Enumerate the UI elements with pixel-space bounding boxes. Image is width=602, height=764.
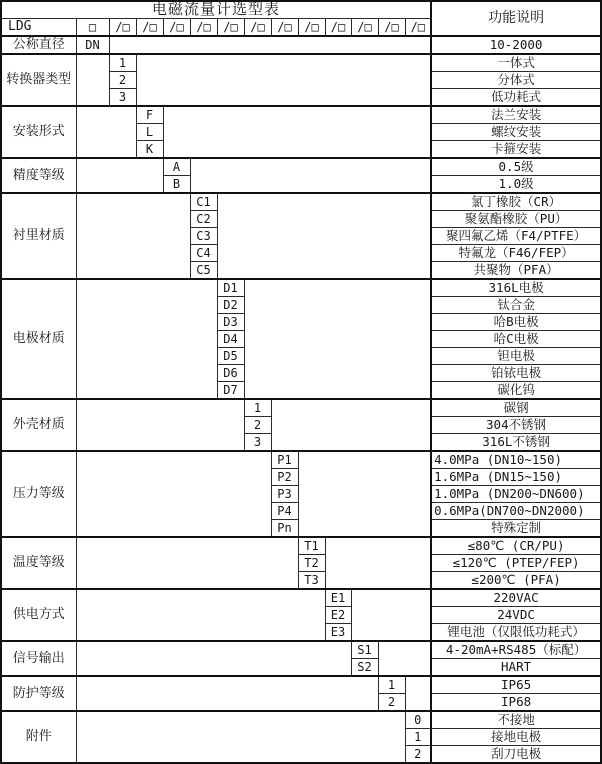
code-cell: 3 [244, 434, 271, 452]
code-cell: P3 [271, 486, 298, 503]
code-cell: K [136, 141, 163, 159]
code-cell: D3 [217, 314, 244, 331]
desc-cell: 316L电极 [431, 279, 601, 297]
model-box-3: /□ [163, 19, 190, 37]
code-cell: 2 [109, 72, 136, 89]
code-cell: C4 [190, 245, 217, 262]
desc-cell: 220VAC [431, 589, 601, 607]
desc-cell: 一体式 [431, 54, 601, 72]
desc-cell: 分体式 [431, 72, 601, 89]
desc-column-header: 功能说明 [431, 1, 601, 36]
desc-cell: 接地电极 [431, 729, 601, 746]
code-cell: F [136, 106, 163, 124]
model-box-9: /□ [325, 19, 351, 37]
code-cell: 0 [405, 711, 431, 729]
title-row [1, 1, 601, 19]
spacer-cell-right [325, 537, 431, 589]
desc-cell: 哈C电极 [431, 331, 601, 348]
code-cell: S1 [351, 641, 378, 659]
code-cell: P2 [271, 469, 298, 486]
spacer-cell-left [76, 641, 351, 676]
desc-cell: IP65 [431, 676, 601, 694]
spacer-cell-left [76, 537, 298, 589]
category-label: 信号输出 [1, 641, 76, 676]
code-cell: E2 [325, 607, 351, 624]
category-label: 温度等级 [1, 537, 76, 589]
spacer-cell-right [136, 54, 431, 106]
spacer-cell-right [217, 193, 431, 279]
code-cell: T2 [298, 555, 325, 572]
desc-cell: 铂铱电极 [431, 365, 601, 382]
desc-cell: 1.0MPa (DN200~DN600) [431, 486, 601, 503]
category-label: 安装形式 [1, 106, 76, 158]
desc-cell: 0.5级 [431, 158, 601, 176]
category-label: 防护等级 [1, 676, 76, 711]
code-cell: C2 [190, 211, 217, 228]
desc-cell: 24VDC [431, 607, 601, 624]
table-row [1, 641, 601, 659]
spacer-cell-left [76, 106, 136, 158]
table-row [1, 36, 601, 54]
table-row [1, 537, 601, 555]
code-cell: P1 [271, 451, 298, 469]
desc-cell: HART [431, 659, 601, 677]
code-cell: Pn [271, 520, 298, 538]
code-cell: A [163, 158, 190, 176]
spacer-cell-left [76, 589, 325, 641]
code-cell: 1 [378, 676, 405, 694]
desc-cell: 1.6MPa (DN15~150) [431, 469, 601, 486]
model-box-4: /□ [190, 19, 217, 37]
model-box-5: /□ [217, 19, 244, 37]
table-row [1, 106, 601, 124]
table-row [1, 676, 601, 694]
category-label: 压力等级 [1, 451, 76, 537]
code-cell: DN [76, 36, 109, 54]
code-cell: C5 [190, 262, 217, 280]
code-cell: D5 [217, 348, 244, 365]
desc-cell: 304不锈钢 [431, 417, 601, 434]
code-cell: 3 [109, 89, 136, 107]
desc-cell: 特氟龙（F46/FEP） [431, 245, 601, 262]
desc-cell: ≤120℃ (PTEP/FEP) [431, 555, 601, 572]
spacer-cell-left [76, 193, 190, 279]
code-cell: 1 [244, 399, 271, 417]
category-label: 外壳材质 [1, 399, 76, 451]
model-box-10: /□ [351, 19, 378, 37]
desc-cell: 10-2000 [431, 36, 601, 54]
model-prefix: LDG [1, 19, 76, 37]
code-cell: D6 [217, 365, 244, 382]
table-row [1, 589, 601, 607]
spacer-cell-right [351, 589, 431, 641]
table-row [1, 711, 601, 729]
spacer-cell-left [76, 279, 217, 399]
model-box-11: /□ [378, 19, 405, 37]
spacer-cell-right [378, 641, 431, 676]
spacer-cell-right [244, 279, 431, 399]
category-label: 供电方式 [1, 589, 76, 641]
desc-cell: ≤80℃ (CR/PU) [431, 537, 601, 555]
desc-cell: 不接地 [431, 711, 601, 729]
category-label: 公称直径 [1, 36, 76, 54]
spacer-cell-right [163, 106, 431, 158]
spacer-cell-left [76, 54, 109, 106]
spacer-cell-right [109, 36, 431, 54]
table-row [1, 54, 601, 72]
spacer-cell-right [298, 451, 431, 537]
desc-cell: 钽电极 [431, 348, 601, 365]
model-box-2: /□ [136, 19, 163, 37]
desc-cell: 锂电池（仅限低功耗式） [431, 624, 601, 642]
code-cell: C3 [190, 228, 217, 245]
desc-cell: 螺纹安装 [431, 124, 601, 141]
model-box-6: /□ [244, 19, 271, 37]
page-title: 电磁流量计选型表 [1, 1, 431, 19]
code-cell: S2 [351, 659, 378, 677]
code-cell: D7 [217, 382, 244, 400]
code-cell: D1 [217, 279, 244, 297]
desc-cell: 钛合金 [431, 297, 601, 314]
spacer-cell-left [76, 711, 405, 763]
category-label: 精度等级 [1, 158, 76, 193]
desc-cell: 法兰安装 [431, 106, 601, 124]
code-cell: E3 [325, 624, 351, 642]
desc-cell: 刮刀电极 [431, 746, 601, 764]
code-cell: 1 [405, 729, 431, 746]
desc-cell: 4.0MPa (DN10~150) [431, 451, 601, 469]
category-label: 转换器类型 [1, 54, 76, 106]
code-cell: D4 [217, 331, 244, 348]
code-cell: T1 [298, 537, 325, 555]
desc-cell: 1.0级 [431, 176, 601, 194]
desc-cell: 特殊定制 [431, 520, 601, 538]
code-cell: 1 [109, 54, 136, 72]
table-row [1, 279, 601, 297]
code-cell: E1 [325, 589, 351, 607]
desc-cell: 聚四氟乙烯（F4/PTFE） [431, 228, 601, 245]
category-label: 衬里材质 [1, 193, 76, 279]
desc-cell: 0.6MPa(DN700~DN2000) [431, 503, 601, 520]
model-box-8: /□ [298, 19, 325, 37]
desc-cell: 氯丁橡胶（CR） [431, 193, 601, 211]
spacer-cell-right [190, 158, 431, 193]
code-cell: L [136, 124, 163, 141]
table-row [1, 451, 601, 469]
category-label: 电极材质 [1, 279, 76, 399]
code-cell: P4 [271, 503, 298, 520]
desc-cell: 低功耗式 [431, 89, 601, 107]
model-box-12: /□ [405, 19, 431, 37]
desc-cell: IP68 [431, 694, 601, 712]
model-box-7: /□ [271, 19, 298, 37]
spacer-cell-right [405, 676, 431, 711]
spacer-cell-right [271, 399, 431, 451]
code-cell: D2 [217, 297, 244, 314]
code-cell: T3 [298, 572, 325, 590]
desc-cell: 碳钢 [431, 399, 601, 417]
model-box-1: /□ [109, 19, 136, 37]
code-cell: C1 [190, 193, 217, 211]
spacer-cell-left [76, 676, 378, 711]
spacer-cell-left [76, 158, 163, 193]
desc-cell: ≤200℃ (PFA) [431, 572, 601, 590]
code-cell: 2 [244, 417, 271, 434]
desc-cell: 哈B电极 [431, 314, 601, 331]
desc-cell: 316L不锈钢 [431, 434, 601, 452]
table-row [1, 158, 601, 176]
spacer-cell-left [76, 399, 244, 451]
table-row [1, 399, 601, 417]
table-row [1, 193, 601, 211]
desc-cell: 共聚物（PFA） [431, 262, 601, 280]
category-label: 附件 [1, 711, 76, 763]
desc-cell: 碳化钨 [431, 382, 601, 400]
desc-cell: 聚氨酯橡胶（PU） [431, 211, 601, 228]
model-box-dn: □ [76, 19, 109, 37]
spacer-cell-left [76, 451, 271, 537]
code-cell: B [163, 176, 190, 194]
code-cell: 2 [405, 746, 431, 764]
code-cell: 2 [378, 694, 405, 712]
desc-cell: 4-20mA+RS485（标配） [431, 641, 601, 659]
desc-cell: 卡箍安装 [431, 141, 601, 159]
